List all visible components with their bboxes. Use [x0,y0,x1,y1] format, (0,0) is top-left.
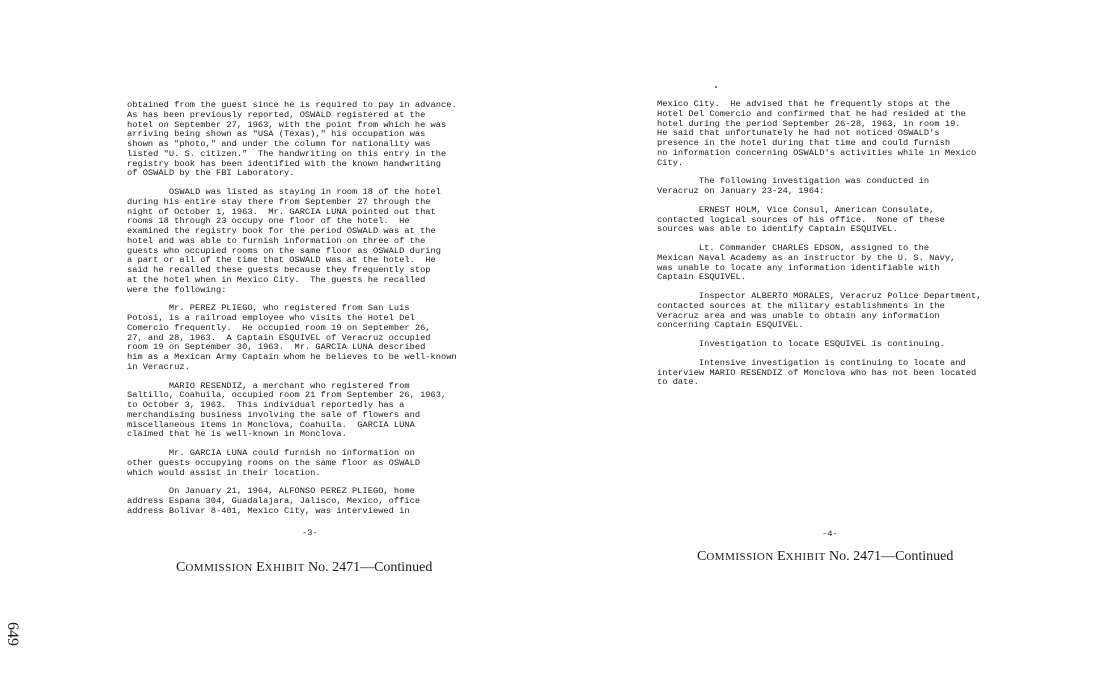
text-line: examined the registry book for the period OSWALD was at the [127,226,436,236]
text-line: hotel on September 27, 1963, with the point from which he was [127,119,447,130]
text-line: room 19 on September 30, 1963. Mr. GARCIA LUNA described [127,342,426,353]
text-line: which would assist in their location. [127,467,321,478]
text-line: Lt. Commander CHARLES EDSON, assigned to the [657,243,930,253]
scan-speck [715,86,717,88]
text-line: Investigation to locate ESQUIVEL is continuing. [657,339,945,349]
text-line: On January 21, 1964, ALFONSO PEREZ PLIEGO, home [127,486,415,497]
text-line: address Espana 304, Guadalajara, Jalisco, Mexico, office [127,496,421,506]
text-line: contacted logical sources of his office. None of these [657,214,945,225]
text-line: concerning Captain ESQUIVEL. [657,320,804,331]
paragraph [127,304,457,372]
text-line: hotel and was able to furnish information on three of the [127,235,426,246]
right-page [547,0,1094,691]
text-line: Potosi, is a railroad employee who visits the Hotel Del [127,313,415,323]
text-line: registry book has been identified with the known handwriting [127,158,442,169]
text-line: MARIO RESENDIZ, a merchant who registered from [127,380,410,391]
paragraph [127,382,457,441]
caption-initial-c: C [697,549,707,564]
text-line: sources was able to identify Captain ESQUIVEL. [657,224,898,235]
text-line: during his entire stay there from September 27 through the [127,196,431,207]
text-line: no information concerning OSWALD's activities while in Mexico [657,147,977,158]
paragraph [127,449,457,478]
caption-small-exhibit: XHIBIT [785,551,829,563]
paragraph [657,177,981,197]
right-body-text [657,100,981,397]
left-exhibit-caption [176,560,432,576]
right-exhibit-caption [697,549,953,565]
text-line: Intensive investigation is continuing to locate and [657,357,966,368]
text-line: ERNEST HOLM, Vice Consul, American Consulate, [657,204,935,215]
text-line: Hotel Del Comercio and confirmed that he had resided at the [657,108,966,119]
paragraph [127,188,457,295]
text-line: shown as "photo," and under the column for nationality was [127,139,431,149]
text-line: miscellaneous items in Monclova, Coahuila. GARCIA LUNA [127,419,415,430]
text-line: to October 3, 1963. This individual reportedly has a [127,400,405,410]
text-line: Mexican Naval Academy as an instructor by the U. S. Navy, [657,252,956,263]
text-line: address Bolivar 8-401, Mexico City, was interviewed in [127,505,410,516]
left-body-text [127,101,457,526]
text-line: City. [657,157,684,168]
caption-number: No. 2471—Continued [307,560,433,575]
text-line: Mexico City. He advised that he frequently stops at the [657,99,951,109]
paragraph [657,244,981,283]
text-line: other guests occupying rooms on the same floor as OSWALD [127,457,421,468]
text-line: rooms 18 through 23 occupy one floor of the hotel. He [127,216,410,227]
caption-number: No. 2471—Continued [828,549,954,564]
caption-initial-e: E [256,560,265,575]
text-line: him as a Mexican Army Captain whom he believes to be well-known [127,352,457,362]
text-line: arriving being shown as "USA (Texas)," his occupation was [127,129,426,140]
text-line: The following investigation was conducted in [657,176,930,187]
caption-initial-e: E [777,549,786,564]
text-line: of OSWALD by the FBI Laboratory. [127,168,295,179]
text-line: listed "U. S. citizen." The handwriting on this entry in the [127,148,447,159]
paragraph [657,206,981,235]
text-line: Captain ESQUIVEL. [657,272,746,283]
left-page-number: -3- [302,528,318,538]
text-line: OSWALD was listed as staying in room 18 of the hotel [127,187,442,197]
text-line: presence in the hotel during that time and could furnish [657,138,951,148]
text-line: He said that unfortunately he had not noticed OSWALD's [657,128,940,139]
text-line: Saltillo, Coahuila, occupied room 21 from September 26, 1963, [127,390,447,401]
caption-small-commission: OMMISSION [185,562,257,574]
text-line: merchandising business involving the sale of flowers and [127,409,421,420]
paragraph [127,487,457,516]
text-line: interview MARIO RESENDIZ of Monclova who has not been located [657,367,977,378]
paragraph [657,292,981,331]
text-line: Mr. GARCIA LUNA could furnish no information on [127,448,415,458]
text-line: Inspector ALBERTO MORALES, Veracruz Police Department, [657,291,982,301]
caption-small-exhibit: XHIBIT [264,562,308,574]
volume-page-number: 649 [4,622,21,646]
paragraph [657,100,981,168]
caption-small-commission: OMMISSION [706,551,778,563]
text-line: Mr. PEREZ PLIEGO, who registered from San Luis [127,303,410,314]
paragraph [657,359,981,388]
right-page-number: -4- [822,529,838,539]
text-line: guests who occupied rooms on the same floor as OSWALD during [127,245,442,256]
text-line: at the hotel when in Mexico City. The guests he recalled [127,274,426,285]
text-line: 27, and 28, 1963. A Captain ESQUIVEL of Veracruz occupied [127,332,431,343]
text-line: in Veracruz. [127,361,190,372]
text-line: Comercio frequently. He occupied room 19 on September 26, [127,322,431,333]
text-line: contacted sources at the military establishments in the [657,300,945,311]
text-line: Veracruz on January 23-24, 1964: [657,186,825,196]
caption-initial-c: C [176,560,186,575]
paragraph [657,340,981,350]
text-line: was unable to locate any information identifiable with [657,262,940,273]
text-line: Veracruz area and was unable to obtain any information [657,310,940,321]
text-line: obtained from the guest since he is required to pay in advance. [127,100,457,110]
text-line: to date. [657,377,699,388]
text-line: said he recalled these guests because they frequently stop [127,265,431,275]
text-line: were the following: [127,284,227,295]
paragraph [127,101,457,179]
text-line: claimed that he is well-known in Monclova. [127,429,347,440]
text-line: As has been previously reported, OSWALD registered at the [127,109,426,120]
text-line: night of October 1, 1963. Mr. GARCIA LUNA pointed out that [127,206,436,217]
text-line: a part or all of the time that OSWALD was at the hotel. He [127,255,436,266]
text-line: hotel during the period September 26-28, 1963, in room 19. [657,118,961,129]
